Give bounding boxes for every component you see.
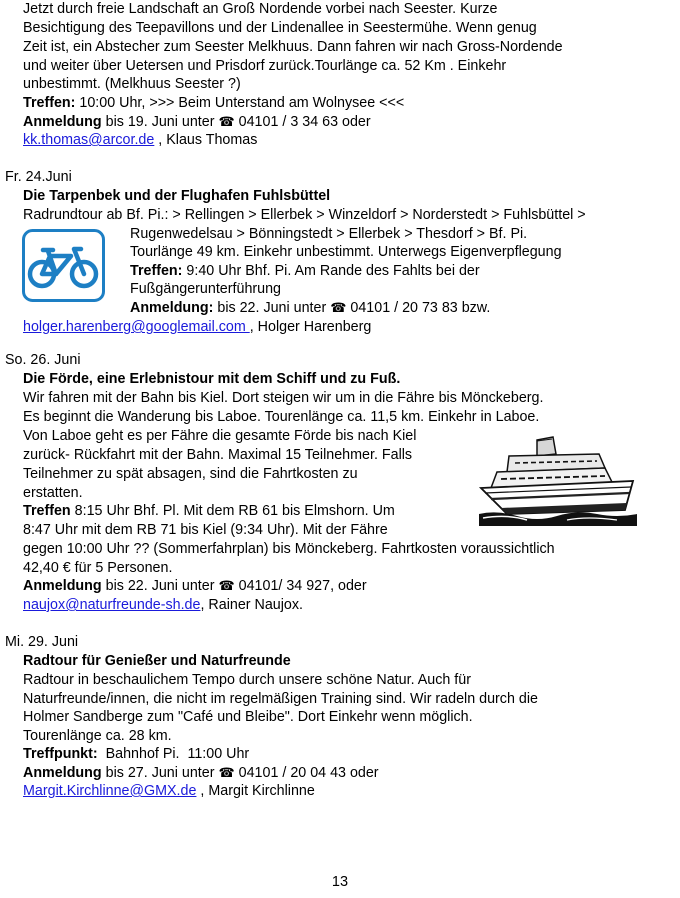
event-title: Die Förde, eine Erlebnistour mit dem Schiff und zu Fuß. [23, 371, 401, 387]
event-anmeldung [23, 577, 367, 596]
ferry-ship-illustration [477, 430, 639, 526]
intro-anmeldung [23, 113, 371, 132]
telephone-icon: ☎ [218, 765, 235, 780]
event-line: erstatten. [23, 485, 83, 501]
event-treffen [23, 502, 395, 521]
anmeldung-text: bis 22. Juni unter [213, 300, 331, 316]
treffen-text: 9:40 Uhr Bhf. Pi. Am Rande des Fahlts bei der [182, 263, 480, 279]
intro-treffen [23, 94, 404, 113]
event-treffen-cont: 8:47 Uhr mit dem RB 71 bis Kiel (9:34 Uhr). Mit der Fähre [23, 522, 388, 538]
anmeldung-text: bis 22. Juni unter [101, 578, 219, 594]
phone-number: 04101 / 20 73 83 bzw. [346, 300, 491, 316]
event-treffen [23, 745, 249, 764]
contact-name: , Klaus Thomas [154, 132, 258, 148]
event-line: Es beginnt die Wanderung bis Laboe. Tourenlänge ca. 11,5 km. Einkehr in Laboe. [23, 409, 540, 425]
email-link[interactable]: Margit.Kirchlinne@GMX.de [23, 783, 197, 799]
anmeldung-label: Anmeldung [23, 765, 102, 781]
anmeldung-text: bis 27. Juni unter [101, 765, 219, 781]
event-line: Tourenlänge ca. 28 km. [23, 728, 172, 744]
bicycle-sign-icon [22, 229, 105, 302]
treffen-text: Bahnhof Pi. 11:00 Uhr [97, 746, 250, 762]
intro-line: und weiter über Uetersen und Prisdorf zurück.Tourlänge ca. 52 Km . Einkehr [23, 58, 507, 74]
event-line: Radtour in beschaulichem Tempo durch unsere schöne Natur. Auch für [23, 672, 471, 688]
email-link[interactable]: kk.thomas@arcor.de [23, 132, 155, 148]
email-link[interactable]: naujox@naturfreunde-sh.de [23, 597, 201, 613]
treffen-label: Treffpunkt: [23, 746, 98, 762]
event-line: Naturfreunde/innen, die nicht im regelmäßigen Training sind. Wir radeln durch die [23, 691, 538, 707]
event-title: Die Tarpenbek und der Flughafen Fuhlsbüttel [23, 188, 331, 204]
event-line: Wir fahren mit der Bahn bis Kiel. Dort steigen wir um in die Fähre bis Mönckeberg. [23, 390, 544, 406]
anmeldung-label: Anmeldung [23, 578, 102, 594]
event-treffen [130, 262, 480, 281]
treffen-label: Treffen: [130, 263, 183, 279]
intro-line: Zeit ist, ein Abstecher zum Seester Melkhuus. Dann fahren wir nach Gross-Nordende [23, 39, 563, 55]
event-date: So. 26. Juni [5, 352, 81, 368]
contact-name: , Rainer Naujox. [200, 597, 303, 613]
anmeldung-label: Anmeldung [23, 114, 102, 130]
event-contact [23, 596, 303, 615]
email-link[interactable]: holger.harenberg@googlemail.com [23, 319, 250, 335]
event-treffen-cont: 42,40 € für 5 Personen. [23, 560, 173, 576]
intro-line: Besichtigung des Teepavillons und der Lindenallee in Seestermühe. Wenn genug [23, 20, 537, 36]
event-line: Rugenwedelsau > Bönningstedt > Ellerbek > Thesdorf > Bf. Pi. [130, 226, 528, 242]
treffen-text: 8:15 Uhr Bhf. Pl. Mit dem RB 61 bis Elmshorn. Um [70, 503, 395, 519]
event-contact [23, 782, 315, 801]
event-line: Tourlänge 49 km. Einkehr unbestimmt. Unterwegs Eigenverpflegung [130, 244, 562, 260]
phone-number: 04101/ 34 927, oder [234, 578, 367, 594]
phone-number: 04101 / 3 34 63 oder [234, 114, 371, 130]
intro-contact [23, 131, 257, 150]
event-treffen-cont: gegen 10:00 Uhr ?? (Sommerfahrplan) bis Mönckeberg. Fahrtkosten voraussichtlich [23, 541, 555, 557]
event-date: Fr. 24.Juni [5, 169, 72, 185]
contact-name: , Margit Kirchlinne [196, 783, 315, 799]
event-line: Teilnehmer zu spät absagen, sind die Fahrtkosten zu [23, 466, 358, 482]
event-line: zurück- Rückfahrt mit der Bahn. Maximal 15 Teilnehmer. Falls [23, 447, 413, 463]
telephone-icon: ☎ [218, 114, 235, 129]
treffen-label: Treffen: [23, 95, 76, 111]
treffen-label: Treffen [23, 503, 71, 519]
event-anmeldung [23, 764, 379, 783]
anmeldung-text: bis 19. Juni unter [101, 114, 219, 130]
event-title: Radtour für Genießer und Naturfreunde [23, 653, 291, 669]
event-date: Mi. 29. Juni [5, 634, 79, 650]
event-treffen-cont: Fußgängerunterführung [130, 281, 282, 297]
phone-number: 04101 / 20 04 43 oder [234, 765, 379, 781]
intro-line: unbestimmt. (Melkhuus Seester ?) [23, 76, 241, 92]
event-anmeldung [130, 299, 490, 318]
page-number: 13 [331, 874, 349, 890]
intro-line: Jetzt durch freie Landschaft an Groß Nordende vorbei nach Seester. Kurze [23, 1, 498, 17]
anmeldung-label: Anmeldung: [130, 300, 214, 316]
telephone-icon: ☎ [330, 300, 347, 315]
telephone-icon: ☎ [218, 578, 235, 593]
contact-name: , Holger Harenberg [249, 319, 372, 335]
event-line: Holmer Sandberge zum "Café und Bleibe". Dort Einkehr wenn möglich. [23, 709, 473, 725]
treffen-text: 10:00 Uhr, >>> Beim Unterstand am Wolnysee <<< [75, 95, 405, 111]
event-line: Von Laboe geht es per Fähre die gesamte Förde bis nach Kiel [23, 428, 417, 444]
event-contact [23, 318, 371, 337]
event-line: Radrundtour ab Bf. Pi.: > Rellingen > Ellerbek > Winzeldorf > Norderstedt > Fuhlsbüttel > [23, 207, 586, 223]
